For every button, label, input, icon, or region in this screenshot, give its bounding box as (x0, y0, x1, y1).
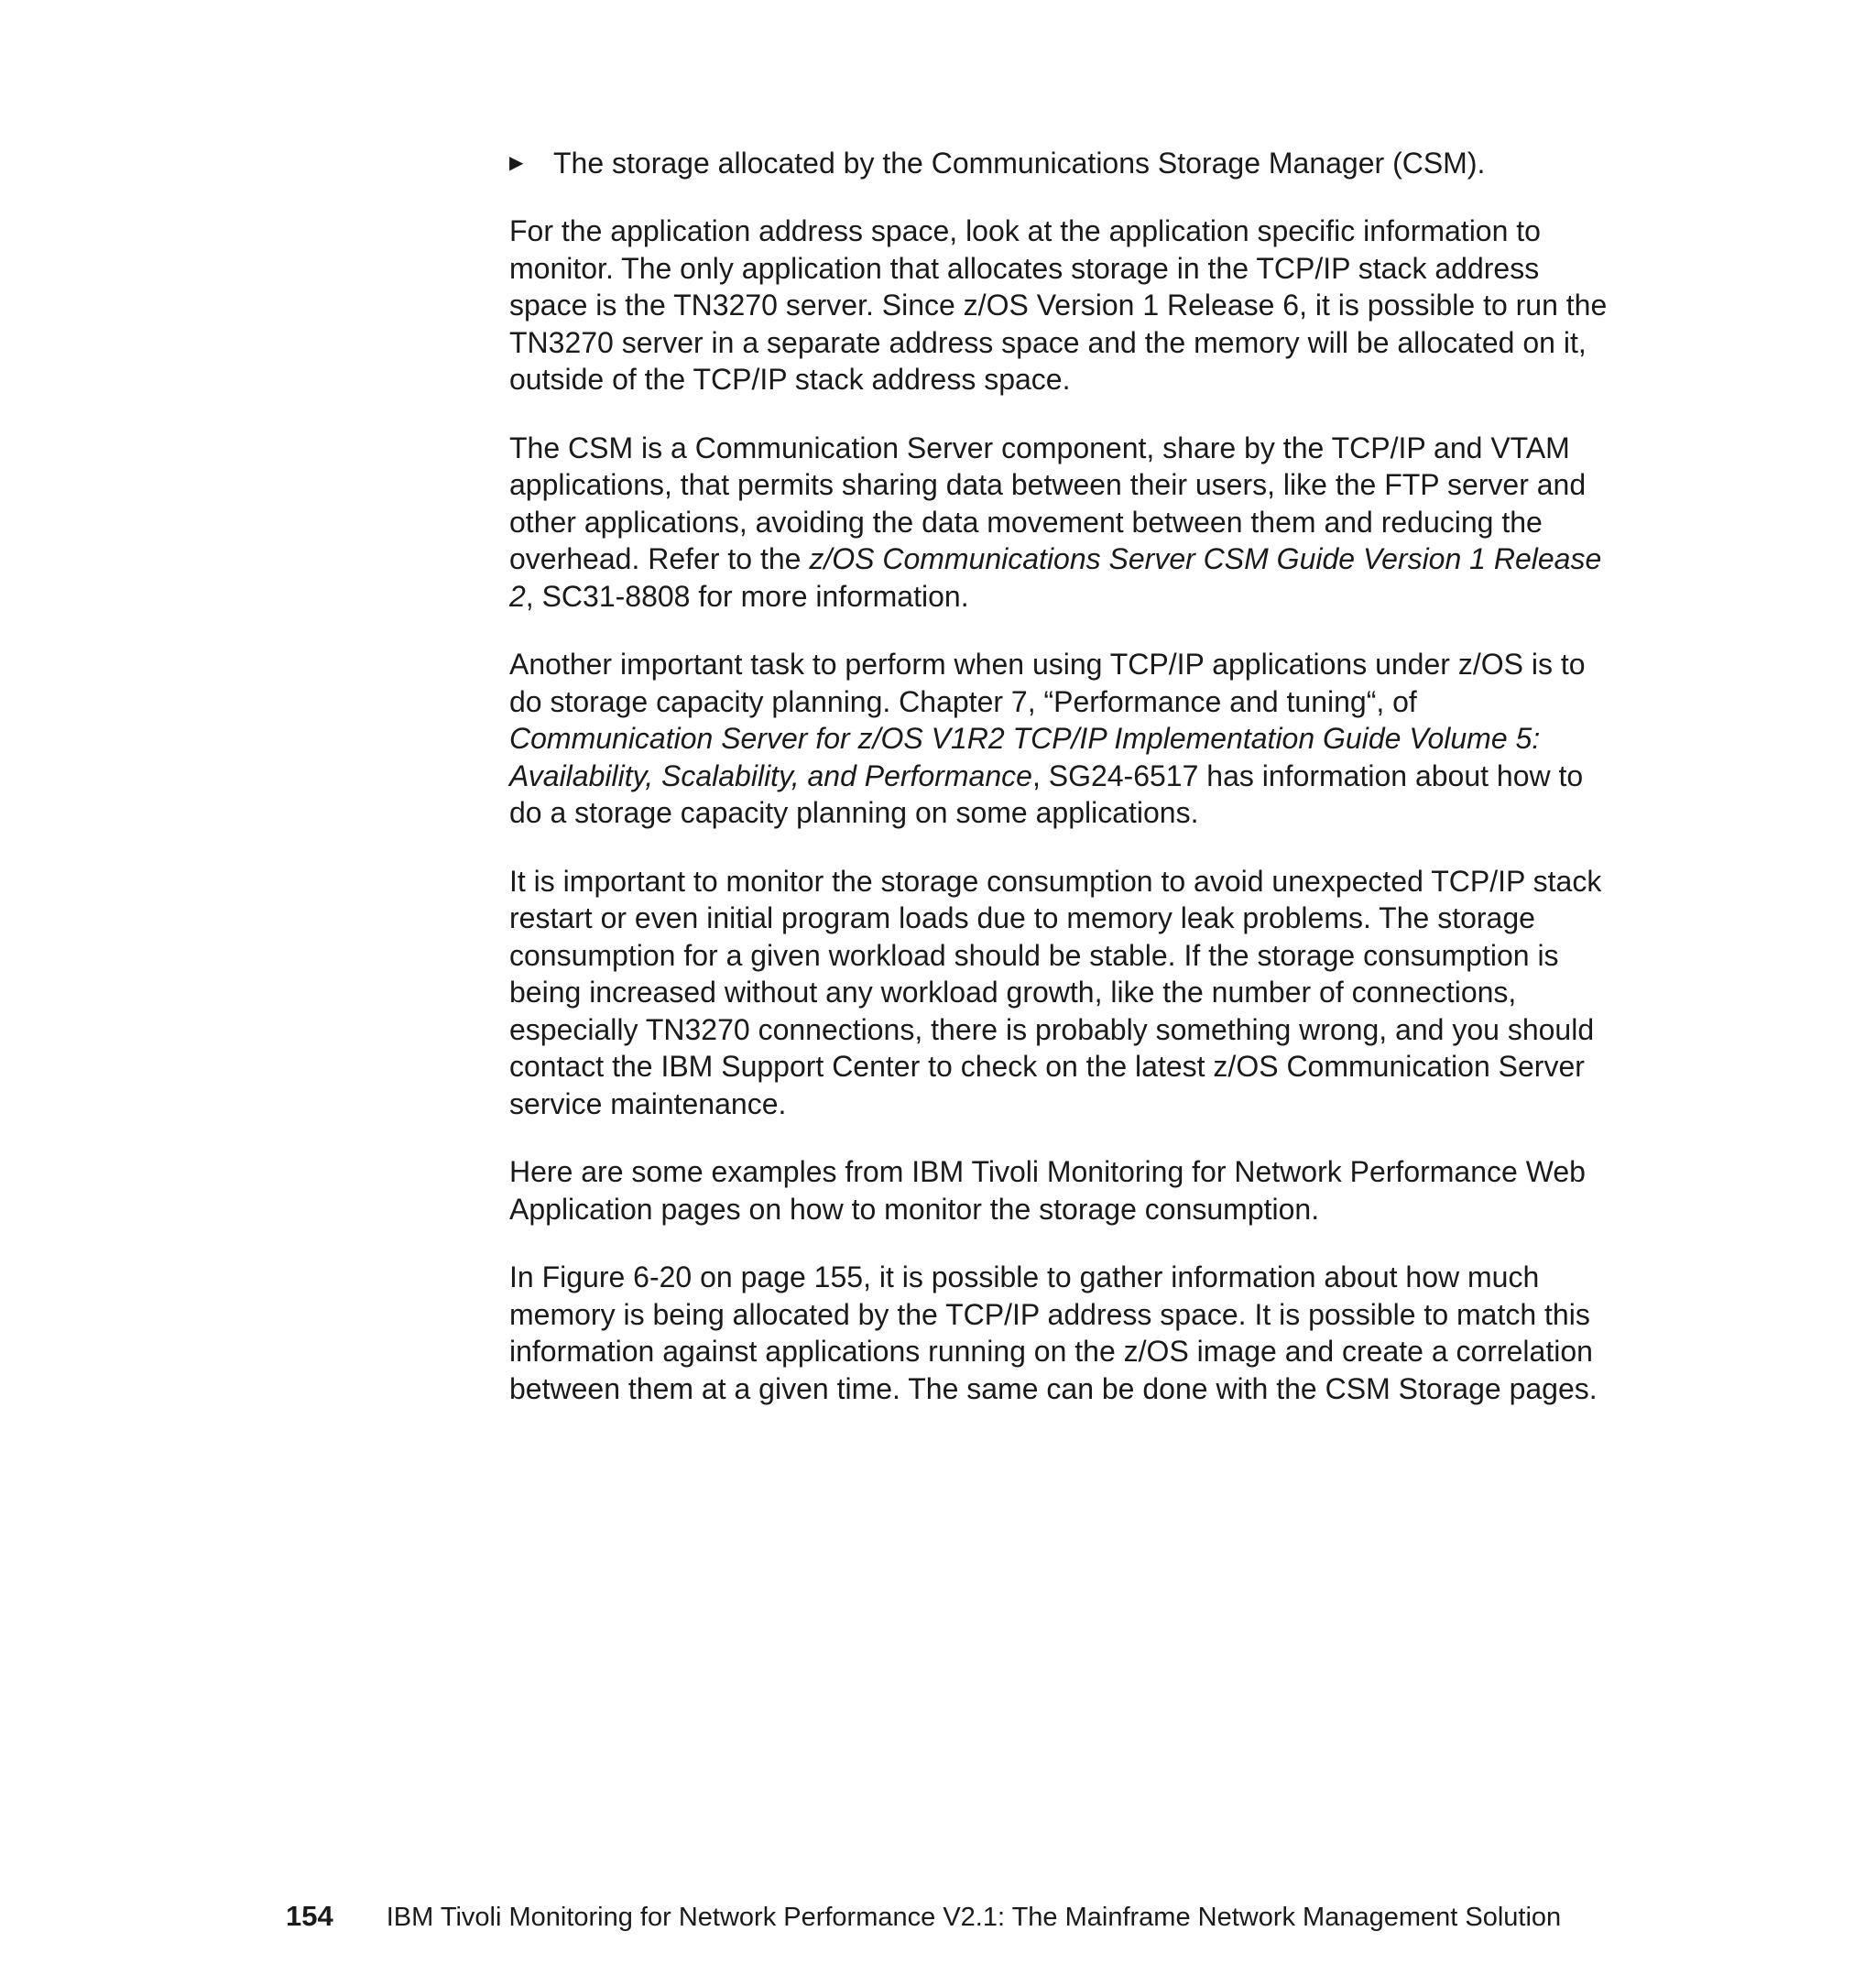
paragraph-storage-monitoring: It is important to monitor the storage consumption to avoid unexpected TCP/IP stack restart or even initial program loads due to memory leak problems. The storage consumption for a given workload should be stable. If the storage consumption is being increased without any workload growth, like the number of connections, especially TN3270 connections, there is probably something wrong, and you should contact the IBM Support Center to check on the latest z/OS Communication Server service maintenance. (509, 864, 1602, 1120)
page-number: 154 (286, 1900, 333, 1932)
paragraph-examples: Here are some examples from IBM Tivoli Monitoring for Network Performance Web Application pages on how to monitor the storage consumption. (509, 1155, 1586, 1226)
implementation-guide-title: Communication Server for z/OS V1R2 TCP/IP Implementation Guide Volume 5: Availability, Scalability, and Performance (509, 722, 1541, 792)
paragraph-csm-text-b: , SC31-8808 for more information. (525, 579, 969, 613)
paragraph-csm (509, 430, 1618, 616)
paragraph-capacity-text-b: , SG24-6517 has information about how to do a storage capacity planning on some applications. (509, 758, 1584, 829)
bullet-text: The storage allocated by the Communications Storage Manager (CSM). (553, 147, 1486, 180)
paragraph-figure-reference: In Figure 6-20 on page 155, it is possible to gather information about how much memory is being allocated by the TCP/IP address space. It is possible to match this information against applications running on the z/OS image and create a correlation between them at a given time. The same can be done with the CSM Storage pages. (509, 1260, 1598, 1405)
paragraph-application-address-space: For the application address space, look at the application specific information to monitor. The only application that allocates storage in the TCP/IP stack address space is the TN3270 server. Since z/OS Version 1 Release 6, it is possible to run the TN3270 server in a separate address space and the memory will be allocated on it, outside of the TCP/IP stack address space. (509, 214, 1608, 396)
paragraph-csm-text-a: The CSM is a Communication Server component, share by the TCP/IP and VTAM applications, that permits sharing data between their users, like the FTP server and other applications, avoiding the data movement between them and reducing the overhead. Refer to the (509, 431, 1587, 575)
bullet-arrow-icon: ▶ (509, 153, 524, 173)
page-footer (286, 1900, 1561, 1934)
paragraph-capacity-text-a: Another important task to perform when using TCP/IP applications under z/OS is to do storage capacity planning. Chapter 7, “Performance and tuning“, of (509, 648, 1586, 718)
page-body (509, 145, 1618, 1438)
bullet-item (509, 145, 1618, 181)
footer-title: IBM Tivoli Monitoring for Network Performance V2.1: The Mainframe Network Management Solution (386, 1903, 1562, 1932)
paragraph-capacity-planning (509, 646, 1618, 832)
csm-guide-title: z/OS Communications Server CSM Guide Version 1 Release 2 (509, 542, 1602, 613)
